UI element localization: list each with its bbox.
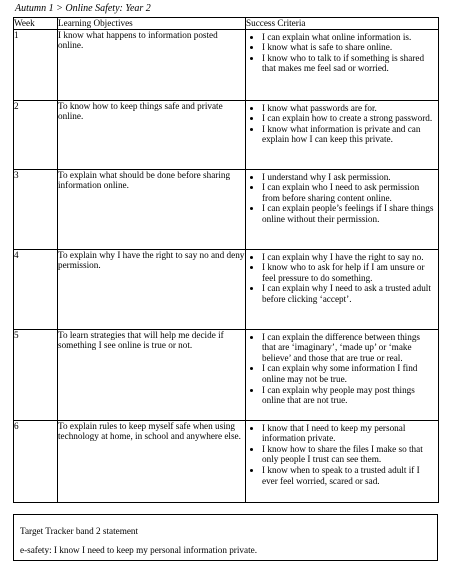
criteria-item: • I know who to ask for help if I am unsure or feel pressure to do something. [262,262,435,283]
table-row [14,100,439,169]
objectives-header: Learning Objectives [58,18,246,30]
learning-objective: To know how to keep things safe and private online. [58,100,246,169]
week-header: Week [14,18,58,30]
criteria-item: • I know what is safe to share online. [262,42,435,53]
criteria-item: • I can explain people’s feelings if I share things online without their permission. [262,203,435,224]
success-criteria-cell [246,29,439,100]
criteria-item: • I can explain why some information I find online may not be true. [262,363,435,384]
success-criteria-list [246,170,438,226]
criteria-item: • I can explain why people may post things online that are not true. [262,385,435,406]
criteria-item: • I can explain how to create a strong password. [262,113,435,124]
week-number: 6 [14,420,58,502]
success-criteria-cell [246,420,439,502]
success-criteria-cell [246,169,439,249]
table-row [14,249,439,329]
header-row [14,18,439,30]
table-row [14,329,439,420]
criteria-item: • I know what passwords are for. [262,103,435,114]
target-tracker-box [13,514,438,561]
success-criteria-cell [246,329,439,420]
table-row [14,420,439,502]
learning-objective: To explain what should be done before sharing information online. [58,169,246,249]
learning-objective: I know what happens to information posted online. [58,29,246,100]
criteria-item: • I understand why I ask permission. [262,172,435,183]
success-criteria-list [246,250,438,306]
week-number: 1 [14,29,58,100]
criteria-item: • I know when to speak to a trusted adult if I ever feel worried, scared or sad. [262,465,435,486]
success-criteria-list [246,421,438,488]
learning-objective: To explain rules to keep myself safe when using technology at home, in school and anywhere else. [58,420,246,502]
criteria-item: • I can explain why I need to ask a trusted adult before clicking ‘accept’. [262,283,435,304]
table-row [14,169,439,249]
criteria-header: Success Criteria [246,18,439,30]
page-title: Autumn 1 > Online Safety: Year 2 [15,3,151,14]
success-criteria-list [246,101,438,146]
online-safety-table [13,17,439,503]
target-tracker-title: Target Tracker band 2 statement [20,526,139,536]
learning-objective: To explain why I have the right to say no and deny permission. [58,249,246,329]
learning-objective: To learn strategies that will help me decide if something I see online is true or not. [58,329,246,420]
week-number: 3 [14,169,58,249]
criteria-item: • I can explain the difference between things that are ‘imaginary’, ‘made up’ or ‘make believe’ and those that are true or real. [262,332,435,364]
criteria-item: • I know what information is private and can explain how I can keep this private. [262,124,435,145]
criteria-item: • I can explain why I have the right to say no. [262,252,435,263]
esafety-statement: e-safety: I know I need to keep my personal information private. [20,545,258,555]
success-criteria-cell [246,100,439,169]
week-number: 5 [14,329,58,420]
criteria-item: • I can explain who I need to ask permission from before sharing content online. [262,182,435,203]
criteria-item: • I know that I need to keep my personal information private. [262,423,435,444]
success-criteria-list [246,30,438,75]
week-number: 4 [14,249,58,329]
table-row [14,29,439,100]
week-number: 2 [14,100,58,169]
success-criteria-list [246,330,438,407]
criteria-item: • I know who to talk to if something is shared that makes me feel sad or worried. [262,53,435,74]
success-criteria-cell [246,249,439,329]
criteria-item: • I know how to share the files I make so that only people I trust can see them. [262,444,435,465]
criteria-item: • I can explain what online information is. [262,32,435,43]
